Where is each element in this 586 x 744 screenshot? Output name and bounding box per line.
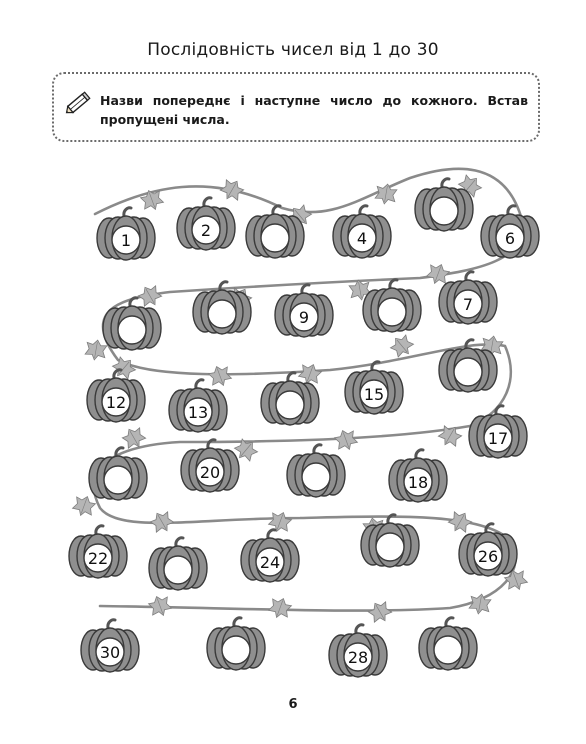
pumpkin-number: 17 <box>487 429 509 448</box>
leaf-icon <box>71 493 97 519</box>
pumpkin-icon <box>246 214 304 258</box>
pumpkin-number: 20 <box>199 463 221 482</box>
pumpkin-cell <box>87 370 145 422</box>
pumpkin-number: 6 <box>504 229 516 248</box>
leaf-icon <box>207 363 233 389</box>
pumpkin-stem <box>466 272 473 280</box>
page-number: 6 <box>288 697 298 712</box>
pumpkin-icon <box>419 626 477 670</box>
number-window <box>454 358 482 386</box>
pumpkin-number: 24 <box>259 553 281 572</box>
pumpkin-number: 13 <box>187 403 209 422</box>
pumpkin-cell <box>329 625 387 677</box>
page-title: Послідовність чисел від 1 до 30 <box>147 40 439 60</box>
pumpkin-cell[interactable] <box>149 538 207 590</box>
pumpkin-cell[interactable] <box>363 280 421 332</box>
pumpkin-cell <box>241 530 299 582</box>
pumpkin-cell <box>169 380 227 432</box>
pumpkin-icon <box>149 546 207 590</box>
leaf-icon <box>333 427 359 453</box>
pumpkin-cell <box>69 526 127 578</box>
pumpkin-cell <box>345 362 403 414</box>
pumpkin-number: 26 <box>477 547 499 566</box>
pumpkin-cell[interactable] <box>103 298 161 350</box>
pumpkin-number: 9 <box>298 308 310 327</box>
pumpkin-stem <box>196 380 203 388</box>
pumpkin-cell <box>469 406 527 458</box>
pumpkin-number: 4 <box>356 229 368 248</box>
leaf-icon <box>218 176 245 203</box>
pumpkin-icon <box>89 456 147 500</box>
leaf-icon <box>136 282 163 309</box>
number-window <box>434 636 462 664</box>
pumpkin-stem <box>314 445 321 453</box>
pencil-icon <box>63 88 93 118</box>
leaf-icon <box>84 338 107 361</box>
pumpkin-cell <box>481 206 539 258</box>
pumpkin-stem <box>388 515 395 523</box>
pumpkin-number: 15 <box>363 385 385 404</box>
number-window <box>302 463 330 491</box>
pumpkin-stem <box>96 526 103 534</box>
pumpkin-stem <box>208 440 215 448</box>
pumpkin-stem <box>496 406 503 414</box>
pumpkin-stem <box>124 208 131 216</box>
pumpkin-icon <box>287 453 345 497</box>
pumpkin-stem <box>442 179 449 187</box>
number-window <box>222 636 250 664</box>
number-window <box>261 224 289 252</box>
number-window <box>276 391 304 419</box>
pumpkin-cell <box>177 198 235 250</box>
number-window <box>164 556 192 584</box>
pumpkin-stem <box>108 620 115 628</box>
pumpkin-cell <box>389 450 447 502</box>
pumpkin-cell <box>81 620 139 672</box>
number-window <box>430 197 458 225</box>
pumpkin-stem <box>360 206 367 214</box>
task-instruction-box <box>52 72 540 142</box>
pumpkin-icon <box>103 306 161 350</box>
pumpkin-stem <box>273 206 280 214</box>
pumpkin-cell[interactable] <box>89 448 147 500</box>
pumpkin-stem <box>288 373 295 381</box>
pumpkin-number: 1 <box>120 231 132 250</box>
number-window <box>376 533 404 561</box>
pumpkin-stem <box>416 450 423 458</box>
pumpkin-icon <box>439 348 497 392</box>
pumpkin-stem <box>268 530 275 538</box>
leaf-icon <box>148 508 175 535</box>
leaf-icon <box>366 598 393 625</box>
number-window <box>118 316 146 344</box>
pumpkin-stem <box>356 625 363 633</box>
pumpkin-stem <box>508 206 515 214</box>
pumpkin-cell <box>275 285 333 337</box>
pumpkin-icon <box>207 626 265 670</box>
pumpkin-number: 18 <box>407 473 429 492</box>
pumpkin-icon <box>193 290 251 334</box>
pumpkin-stem <box>234 618 241 626</box>
pumpkin-icon <box>361 523 419 567</box>
pumpkin-number: 30 <box>99 643 121 662</box>
pumpkin-cell <box>459 524 517 576</box>
number-window <box>378 298 406 326</box>
pumpkin-cell <box>333 206 391 258</box>
pumpkin-icon <box>261 381 319 425</box>
number-window <box>208 300 236 328</box>
pumpkin-number: 2 <box>200 221 212 240</box>
pumpkin-stem <box>446 618 453 626</box>
pumpkin-icon <box>415 187 473 231</box>
pumpkin-cell <box>439 272 497 324</box>
leaf-icon <box>267 595 293 621</box>
pumpkin-number: 12 <box>105 393 127 412</box>
pumpkin-stem <box>372 362 379 370</box>
pumpkin-cell <box>181 440 239 492</box>
pumpkin-number-maze <box>0 150 586 690</box>
pumpkin-stem <box>390 280 397 288</box>
pumpkin-cell[interactable] <box>419 618 477 670</box>
number-window <box>104 466 132 494</box>
pumpkin-stem <box>130 298 137 306</box>
leaf-icon <box>446 508 473 535</box>
pumpkin-number: 7 <box>462 295 474 314</box>
pumpkin-stem <box>302 285 309 293</box>
pumpkin-number: 22 <box>87 549 109 568</box>
pumpkin-stem <box>204 198 211 206</box>
leaf-icon <box>147 593 173 619</box>
pumpkin-cell[interactable] <box>287 445 345 497</box>
pumpkin-stem <box>176 538 183 546</box>
pumpkin-icon <box>363 288 421 332</box>
pumpkin-cell[interactable] <box>207 618 265 670</box>
pumpkin-number: 28 <box>347 648 369 667</box>
pumpkin-cell <box>97 208 155 260</box>
task-instruction: Назви попереднє і наступне число до кожного. Встав пропущені числа. <box>100 93 528 127</box>
